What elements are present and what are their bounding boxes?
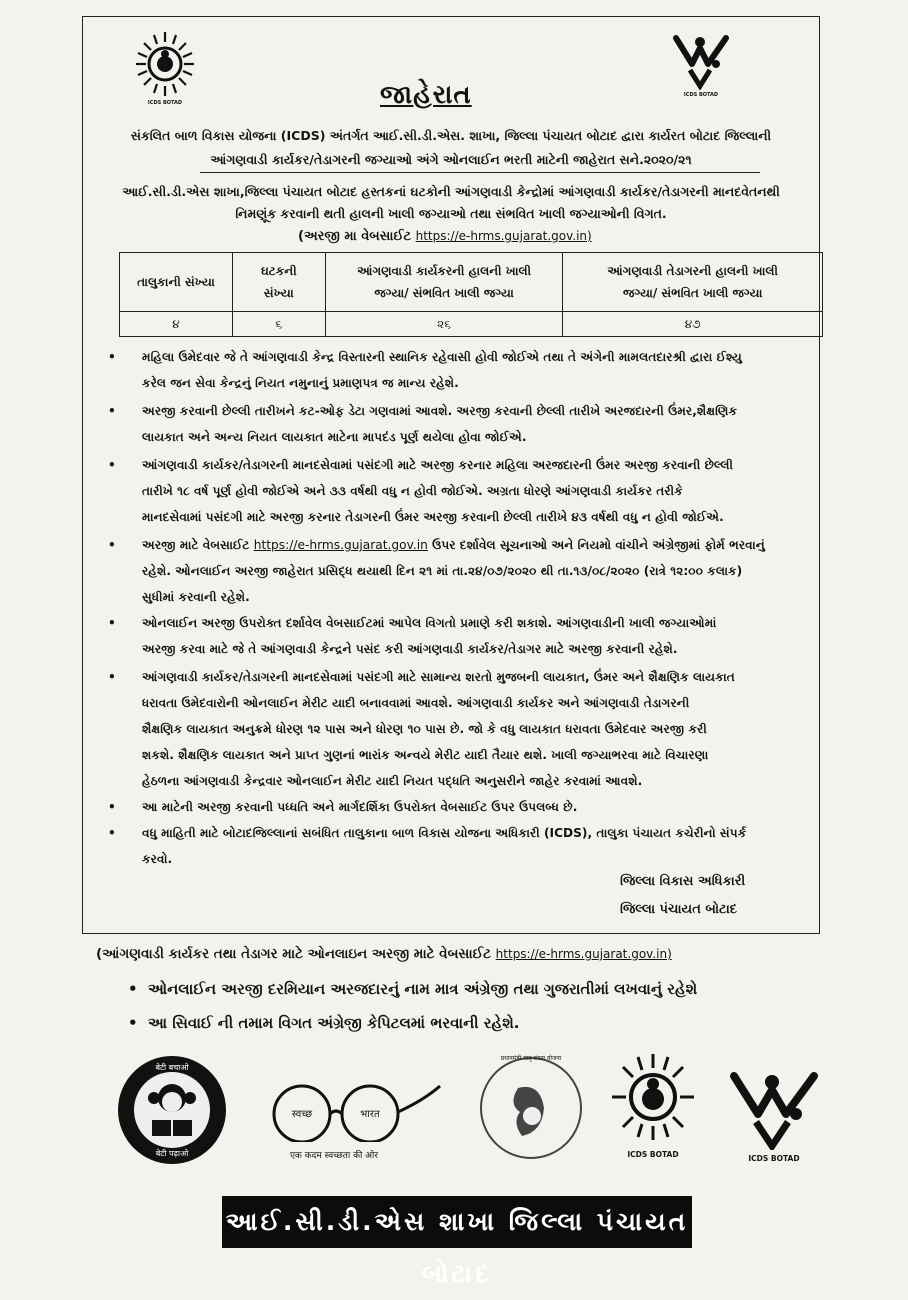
bullet-icon: • [108, 826, 116, 840]
website-link[interactable]: https://e-hrms.gujarat.gov.in) [495, 947, 672, 961]
beti-top-text: बेटी बचाओ [155, 1063, 189, 1072]
matru-vandana-logo [478, 1052, 584, 1164]
logo-caption: ICDS BOTAD [147, 100, 183, 106]
swachh-bharat-logo [254, 1080, 444, 1170]
website-label: (અરજી મા વેબસાઈટ [298, 229, 412, 244]
bullet-icon: • [108, 538, 116, 552]
mother-child-icon [478, 1052, 584, 1164]
bullet-icon: • [108, 404, 116, 418]
table-header-cell: ઘટકની સંખ્યા [232, 253, 325, 312]
icds-logo-bottom-2 [726, 1070, 822, 1170]
table-header-cell: આંગણવાડી તેડાગરની હાલની ખાલી જગ્યા/ સંભવિત ખાલી જગ્યા [563, 253, 823, 312]
bullet-icon: • [108, 350, 116, 364]
table-header-cell: આંગણવાડી કાર્યકરની હાલની ખાલી જગ્યા/ સંભવિત ખાલી જગ્યા [325, 253, 563, 312]
website-note-label: (આંગણવાડી કાર્યકર તથા તેડાગર માટે ઓનલાઇન અરજી માટે વેબસાઈટ [96, 946, 491, 962]
bullet-icon: • [108, 670, 116, 684]
table-header-row [120, 253, 823, 312]
swachh-left-text: स्वच्छ [291, 1109, 313, 1120]
note-point-1: • ઓનલાઈન અરજી દરમિયાન અરજદારનું નામ માત્ર અંગ્રેજી તથા ગુજરાતીમાં લખવાનું રહેશે [128, 980, 698, 998]
website-note [96, 946, 672, 962]
bullet-icon: • [108, 458, 116, 472]
table-header-cell: તાલુકાની સંખ્યા [120, 253, 233, 312]
swachh-tagline: एक कदम स्वच्छता की ओर [289, 1151, 379, 1161]
signature-designation: જિલ્લા વિકાસ અધિકારી [620, 874, 746, 889]
bullet-icon: • [128, 980, 138, 998]
vacancy-table [119, 252, 823, 337]
table-cell: ૪ [120, 312, 233, 337]
beti-bottom-text: बेटी पढ़ाओ [155, 1149, 189, 1158]
website-link[interactable]: https://e-hrms.gujarat.gov.in [253, 538, 428, 552]
intro-line-1: આઈ.સી.ડી.એસ શાખા,જિલ્લા પંચાયત બોટાદ હસ્તકનાં ઘટકોની આંગણવાડી કેન્દ્રોમાં આંગણવાડી કાર્યકર/તેડાગરની માનદવેતનથી [122, 184, 780, 199]
subtitle-underline [200, 172, 760, 173]
intro-line-2: નિમણૂંક કરવાની થતી હાલની ખાલી જગ્યાઓ તથા સંભવિત ખાલી જગ્યાઓની વિગત. [235, 206, 667, 221]
beti-bachao-logo [116, 1054, 228, 1166]
logo-caption: ICDS BOTAD [748, 1154, 800, 1163]
website-line [298, 229, 592, 244]
table-cell: ૨૬ [325, 312, 563, 337]
icds-logo-bottom-1 [610, 1052, 696, 1168]
website-link[interactable]: https://e-hrms.gujarat.gov.in) [415, 229, 592, 243]
bullet-icon: • [108, 800, 116, 814]
note-point-2: • આ સિવાઈ ની તમામ વિગત અંગ્રેજી કેપિટલમાં ભરવાની રહેશે. [128, 1014, 520, 1032]
bullet-icon: • [108, 616, 116, 630]
swachh-right-text: भारत [360, 1109, 380, 1120]
subtitle-line-2: આંગણવાડી કાર્યકર/તેડાગરની જગ્યાઓ અંગે ઓનલાઈન ભરતી માટેની જાહેરાત સને.૨૦૨૦/૨૧ [210, 152, 692, 167]
bullet-icon: • [128, 1014, 138, 1032]
sun-mother-child-icon [610, 1052, 696, 1142]
table-cell: ૬ [232, 312, 325, 337]
matru-text: प्रधानमंत्री मातृ वंदना योजना [500, 1055, 562, 1062]
sun-mother-child-icon [134, 30, 196, 98]
signature-office: જિલ્લા પંચાયત બોટાદ [620, 902, 738, 917]
icds-logo-left [134, 30, 196, 110]
family-figure-icon [670, 34, 732, 90]
family-figure-icon [726, 1070, 822, 1150]
icds-logo-right [670, 34, 732, 104]
footer-banner: આઈ.સી.ડી.એસ શાખા જિલ્લા પંચાયત બોટાદ [222, 1196, 692, 1248]
table-cell: ૪૭ [563, 312, 823, 337]
table-row [120, 312, 823, 337]
notice-title: જાહેરાત [380, 80, 472, 110]
logo-caption: ICDS BOTAD [683, 92, 719, 98]
subtitle-line-1: સંકલિત બાળ વિકાસ યોજના (ICDS) અંતર્ગત આઈ.સી.ડી.એસ. શાખા, જિલ્લા પંચાયત બોટાદ દ્વારા કાર્યરત બોટાદ જિલ્લાની [130, 128, 772, 143]
logo-caption: ICDS BOTAD [627, 1150, 679, 1159]
